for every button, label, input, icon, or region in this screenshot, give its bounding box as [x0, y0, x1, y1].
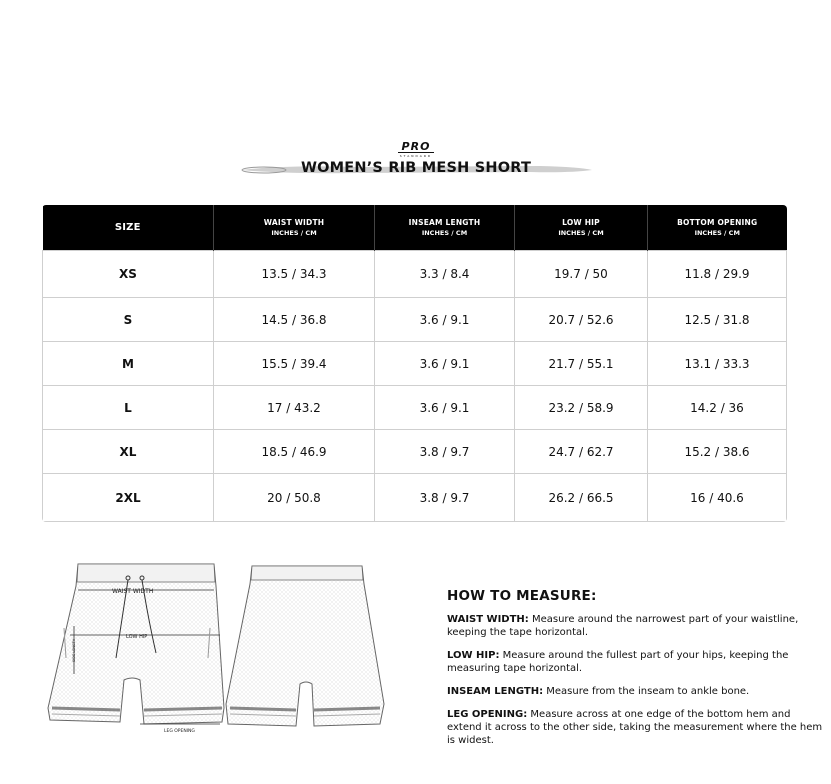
size-cell: 2XL — [43, 474, 214, 522]
measure-term: LEG OPENING: — [447, 709, 528, 720]
table-cell: 17 / 43.2 — [214, 386, 375, 430]
table-cell: 23.2 / 58.9 — [515, 386, 648, 430]
measure-term: INSEAM LENGTH: — [447, 686, 544, 697]
table-row — [43, 298, 787, 342]
table-cell: 19.7 / 50 — [515, 251, 648, 298]
table-row — [43, 251, 787, 298]
how-to-measure-section — [447, 588, 827, 757]
size-cell: XS — [43, 251, 214, 298]
table-cell: 3.8 / 9.7 — [375, 430, 515, 474]
header-bottom-opening: BOTTOM OPENING INCHES / CM — [648, 205, 787, 251]
size-cell: S — [43, 298, 214, 342]
how-to-measure-heading: HOW TO MEASURE: — [447, 588, 597, 604]
table-cell: 3.6 / 9.1 — [375, 386, 515, 430]
table-header-row — [43, 205, 787, 251]
measure-term: WAIST WIDTH: — [447, 614, 529, 625]
short-back-icon — [226, 566, 384, 726]
table-cell: 12.5 / 31.8 — [648, 298, 787, 342]
measure-instruction — [447, 685, 827, 698]
size-cell: XL — [43, 430, 214, 474]
table-cell: 24.7 / 62.7 — [515, 430, 648, 474]
measure-text: Measure across at one edge of the bottom hem and extend it across to the other side, taking the measurement where the hem is widest. — [447, 709, 823, 746]
header-inseam-length: INSEAM LENGTH INCHES / CM — [375, 205, 515, 251]
measure-instruction — [447, 708, 827, 747]
table-cell: 15.2 / 38.6 — [648, 430, 787, 474]
table-cell: 13.1 / 33.3 — [648, 342, 787, 386]
size-cell: L — [43, 386, 214, 430]
short-measurement-diagram — [44, 558, 404, 738]
side-length-label: SIDE LENGTH — [72, 638, 76, 662]
table-cell: 14.5 / 36.8 — [214, 298, 375, 342]
table-row — [43, 342, 787, 386]
measure-instruction — [447, 649, 827, 675]
title-banner — [240, 158, 592, 180]
measure-text: Measure around the fullest part of your hips, keeping the measuring tape horizontal. — [447, 650, 789, 674]
table-cell: 26.2 / 66.5 — [515, 474, 648, 522]
logo-subtext: STANDARD — [399, 154, 433, 158]
low-hip-label: LOW HIP — [126, 634, 148, 640]
table-cell: 3.6 / 9.1 — [375, 298, 515, 342]
header-waist-width: WAIST WIDTH INCHES / CM — [214, 205, 375, 251]
brand-logo — [388, 135, 444, 159]
measure-text: Measure around the narrowest part of your waistline, keeping the tape horizontal. — [447, 614, 799, 638]
logo-text: PRO — [398, 141, 435, 153]
measure-term: LOW HIP: — [447, 650, 500, 661]
header-size: SIZE — [43, 205, 214, 251]
table-row — [43, 430, 787, 474]
table-cell: 20 / 50.8 — [214, 474, 375, 522]
table-cell: 14.2 / 36 — [648, 386, 787, 430]
table-cell: 20.7 / 52.6 — [515, 298, 648, 342]
page-title: WOMEN’S RIB MESH SHORT — [300, 160, 532, 176]
measure-instruction — [447, 613, 827, 639]
header-low-hip: LOW HIP INCHES / CM — [515, 205, 648, 251]
size-chart-table — [42, 205, 787, 522]
table-cell: 13.5 / 34.3 — [214, 251, 375, 298]
size-cell: M — [43, 342, 214, 386]
waist-width-label: WAIST WIDTH — [112, 588, 154, 595]
measure-text: Measure from the inseam to ankle bone. — [543, 686, 750, 697]
leg-opening-label: LEG OPENING — [164, 729, 195, 734]
table-row — [43, 474, 787, 522]
table-cell: 3.6 / 9.1 — [375, 342, 515, 386]
table-row — [43, 386, 787, 430]
table-cell: 21.7 / 55.1 — [515, 342, 648, 386]
table-cell: 3.8 / 9.7 — [375, 474, 515, 522]
table-cell: 3.3 / 8.4 — [375, 251, 515, 298]
table-cell: 15.5 / 39.4 — [214, 342, 375, 386]
table-cell: 16 / 40.6 — [648, 474, 787, 522]
table-cell: 18.5 / 46.9 — [214, 430, 375, 474]
table-cell: 11.8 / 29.9 — [648, 251, 787, 298]
